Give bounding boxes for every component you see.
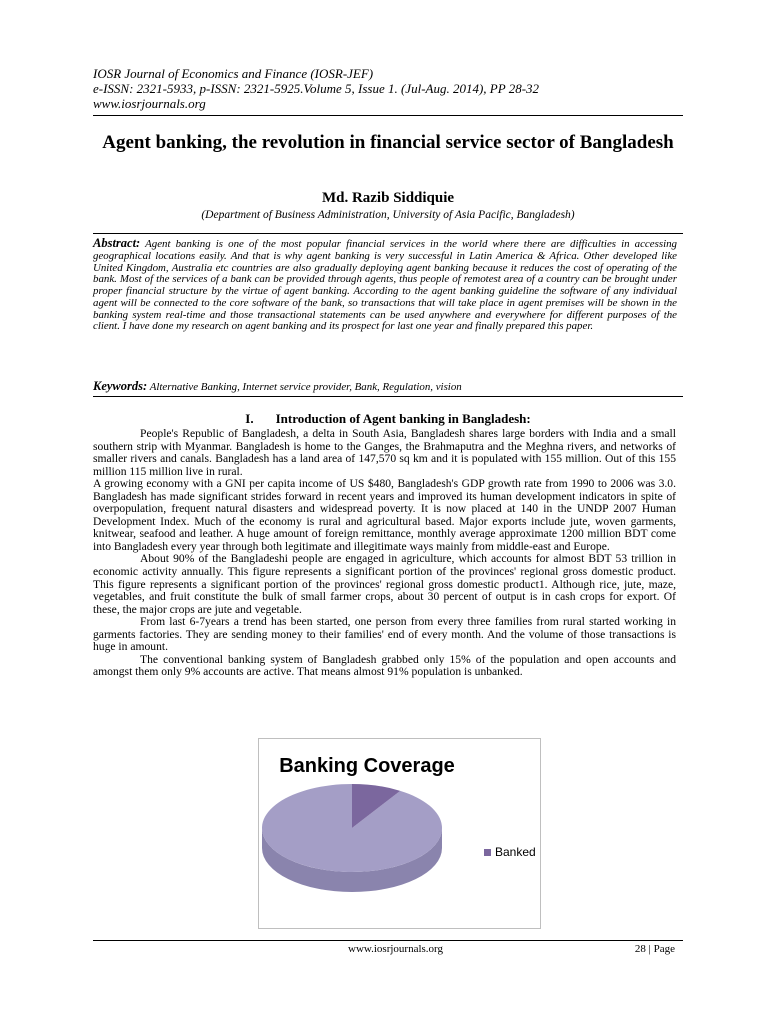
chart-title: Banking Coverage [279, 755, 455, 777]
footer-website[interactable]: www.iosrjournals.org [348, 943, 444, 955]
paragraph: People's Republic of Bangladesh, a delta in South Asia, Bangladesh shares large borders with India and a small southern strip with Myanmar. Bangladesh is home to the Ganges, the Brahmaputra and the Meghna rivers, and networks of smaller rivers and canals. Bangladesh has a land area of 147,570 sq km and it is populated with 155 million. Out of this 155 million 115 million live in rural. [93, 427, 676, 478]
author-name: Md. Razib Siddiquie [321, 190, 455, 206]
author-affiliation: (Department of Business Administration, University of Asia Pacific, Bangladesh) [201, 209, 575, 221]
abstract-top-rule [93, 233, 683, 234]
keywords-label: Keywords: [93, 379, 148, 393]
abstract-text: Agent banking is one of the most popular financial services in the world where there are difficulties in accessing geographical locations easily. And that is why agent banking is very successful in Latin America & Africa. Other developed like United Kingdom, Australia etc countries are also gradually deploying agent banking because it reduces the cost of operating of the bank. Most of the services of a bank can be provided through agents, thus people of remotest area of a country can be brought under proper financial structure by the virtue of agent banking. According to the agent banking guideline the software of any individual agent will be connected to the core software of the bank, so transactions that will take place in agent premises will be shown in the banking system real-time and those transactional statements can be used anywhere and everywhere for different purposes of the client. I have done my research on agent banking and its prospect for last one year and finally prepared this paper. [93, 238, 677, 333]
header-rule [93, 115, 683, 116]
paragraph: About 90% of the Bangladeshi people are engaged in agriculture, which accounts for almost BDT 53 trillion in economic activity annually. This figure represents a significant portion of the provinces' regional gross domestic product. This figure represents a significant portion of the provinces' regional gross domestic product1. Although rice, jute, maze, vegetables, and fruit constitute the bulk of small farmer crops, about 30 percent of output is in cash crops for export. Of these, the major crops are jute and vegetable. [93, 552, 676, 616]
paper-title: Agent banking, the revolution in financial service sector of Bangladesh [102, 132, 674, 153]
journal-name: IOSR Journal of Economics and Finance (IOSR-JEF) [93, 66, 374, 81]
journal-website[interactable]: www.iosrjournals.org [93, 96, 206, 111]
keywords [93, 379, 683, 394]
abstract [93, 238, 677, 333]
legend-swatch-banked [484, 849, 491, 856]
legend-label-banked: Banked [495, 845, 536, 859]
section-number: I. [245, 411, 254, 426]
paragraph: From last 6-7years a trend has been started, one person from every three families from rural started working in garments factories. They are sending money to their families' end of every month. And the volume of those transactions is huge in amount. [93, 615, 676, 654]
section-title: Introduction of Agent banking in Bangladesh: [275, 411, 531, 426]
banking-coverage-chart [258, 738, 541, 929]
pie-chart-svg [259, 739, 540, 928]
abstract-label: Abstract: [93, 236, 141, 250]
keywords-text: Alternative Banking, Internet service provider, Bank, Regulation, vision [149, 381, 462, 393]
paragraph: A growing economy with a GNI per capita income of US $480, Bangladesh's GDP growth rate from 1990 to 2006 was 3.0. Bangladesh has made significant strides forward in recent years and improved its human development indicators in spite of overpopulation, frequent natural disasters and widespread poverty. It is now placed at 140 in the UNDP 2007 Human Development Index. Much of the economy is rural and agricultural based. Major exports include jute, woven garments, knitwear, seafood and leather. A huge amount of foreign remittance, monthly average approximate 1200 million BDT come into Bangladesh every year through both legitimate and illegitimate ways mainly from middle-east and Europe. [93, 477, 676, 553]
journal-issn: e-ISSN: 2321-5933, p-ISSN: 2321-5925.Volume 5, Issue 1. (Jul-Aug. 2014), PP 28-32 [93, 81, 540, 96]
footer-rule [93, 940, 683, 941]
footer-page-number: 28 | Page [634, 943, 675, 955]
paragraph: The conventional banking system of Bangladesh grabbed only 15% of the population and open accounts and amongst them only 9% accounts are active. That means almost 91% population is unbanked. [93, 652, 676, 679]
journal-header [93, 66, 683, 111]
abstract-bottom-rule [93, 396, 683, 397]
body-text [93, 428, 676, 679]
section-heading [93, 411, 683, 427]
